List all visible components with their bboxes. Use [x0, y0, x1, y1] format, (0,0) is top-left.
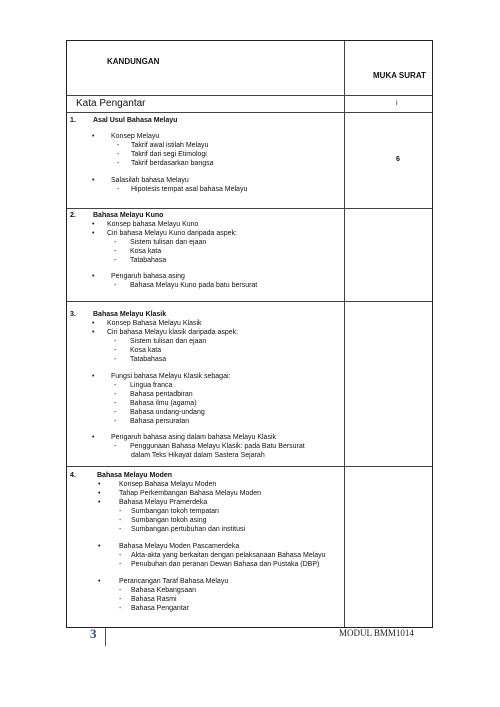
dash-icon: - — [119, 587, 122, 594]
bullet-icon: • — [98, 499, 101, 506]
list-item: Perancangan Taraf Bahasa Melayu — [119, 578, 229, 585]
list-item: Pengaruh bahasa asing — [111, 273, 185, 280]
dash-icon: - — [114, 347, 117, 354]
dash-icon: - — [114, 338, 117, 345]
sub-item: Bahasa undang-undang — [130, 409, 205, 416]
dash-icon: - — [117, 186, 120, 193]
section-title: Bahasa Melayu Moden — [97, 472, 173, 479]
bullet-icon: • — [98, 578, 101, 585]
row-divider — [67, 466, 432, 467]
toc-table — [66, 40, 433, 628]
sub-item: Penubuhan dan peranan Dewan Bahasa dan Pustaka (DBP) — [131, 561, 320, 568]
list-item: Bahasa Melayu Moden Pascamerdeka — [119, 543, 240, 550]
sub-item: Bahasa Pengantar — [131, 605, 189, 612]
list-item: Ciri bahasa Melayu Kuno daripada aspek: — [107, 230, 237, 237]
section-title: Bahasa Melayu Klasik — [93, 311, 167, 318]
list-item: Pengaruh bahasa asing dalam bahasa Melayu Klasik — [111, 434, 276, 441]
section-title: Asal Usul Bahasa Melayu — [93, 117, 178, 124]
section-number: 3. — [70, 311, 76, 318]
sub-item: Sumbangan tokoh tempatan — [131, 508, 219, 515]
sub-item: Sistem tulisan dan ejaan — [130, 239, 207, 246]
dash-icon: - — [114, 382, 117, 389]
sub-item: Tatabahasa — [130, 257, 167, 264]
bullet-icon: • — [92, 434, 95, 441]
bullet-icon: • — [98, 481, 101, 488]
dash-icon: - — [117, 151, 120, 158]
list-item: Salasilah bahasa Melayu — [111, 177, 189, 184]
dash-icon: - — [114, 400, 117, 407]
header-divider — [67, 95, 432, 96]
preface-page: i — [396, 100, 398, 107]
sub-item: Takrif berdasarkan bangsa — [131, 160, 214, 167]
preface-label: Kata Pengantar — [76, 98, 146, 109]
section-title: Bahasa Melayu Kuno — [93, 212, 164, 219]
sub-item: Kosa kata — [130, 248, 162, 255]
list-item: Konsep Bahasa Melayu Klasik — [107, 320, 202, 327]
dash-icon: - — [114, 257, 117, 264]
dash-icon: - — [114, 239, 117, 246]
row-divider — [67, 112, 432, 113]
row-divider — [67, 301, 432, 302]
dash-icon: - — [114, 443, 117, 450]
list-item: Fungsi bahasa Melayu Klasik sebagai: — [111, 373, 231, 380]
sub-item: Sumbangan pertubuhan dan institusi — [131, 526, 246, 533]
sub-item-continued: dalam Teks Hikayat dalam Sastera Sejarah — [131, 452, 265, 459]
sub-item: Bahasa pentadbiran — [130, 391, 193, 398]
row-divider — [67, 208, 432, 209]
sub-item: Bahasa Kebangsaan — [131, 587, 196, 594]
column-divider — [344, 41, 345, 627]
dash-icon: - — [119, 561, 122, 568]
dash-icon: - — [114, 418, 117, 425]
bullet-icon: • — [92, 373, 95, 380]
sub-item: Bahasa Rasmi — [131, 596, 177, 603]
dash-icon: - — [119, 517, 122, 524]
bullet-icon: • — [92, 177, 95, 184]
list-item: Konsep bahasa Melayu Kuno — [107, 221, 199, 228]
bullet-icon: • — [92, 273, 95, 280]
sub-item: Kosa kata — [130, 347, 162, 354]
dash-icon: - — [114, 356, 117, 363]
section-page: 6 — [396, 156, 400, 163]
bullet-icon: • — [98, 543, 101, 550]
page-number: 3 — [90, 626, 97, 641]
bullet-icon: • — [92, 133, 95, 140]
sub-item: Sistem tulisan dan ejaan — [130, 338, 207, 345]
sub-item: Takrif awal istilah Melayu — [131, 142, 209, 149]
sub-item: Lingua franca — [130, 382, 173, 389]
sub-item: Takrif dari segi Etimologi — [131, 151, 207, 158]
contents-heading: KANDUNGAN — [107, 57, 160, 66]
section-number: 2. — [70, 212, 76, 219]
list-item: Tahap Perkembangan Bahasa Melayu Moden — [119, 490, 262, 497]
dash-icon: - — [114, 248, 117, 255]
dash-icon: - — [117, 160, 120, 167]
dash-icon: - — [117, 142, 120, 149]
sub-item: Bahasa Melayu Kuno pada batu bersurat — [130, 282, 258, 289]
page-column-heading: MUKA SURAT — [373, 71, 426, 80]
bullet-icon: • — [92, 329, 95, 336]
bullet-icon: • — [92, 221, 95, 228]
list-item: Bahasa Melayu Pramerdeka — [119, 499, 208, 506]
section-number: 4. — [70, 472, 76, 479]
module-code: MODUL BMM1014 — [339, 628, 414, 638]
footer-divider — [105, 628, 106, 646]
dash-icon: - — [119, 526, 122, 533]
sub-item: Penggunaan Bahasa Melayu Klasik: pada Batu Bersurat — [130, 443, 305, 450]
dash-icon: - — [119, 508, 122, 515]
bullet-icon: • — [98, 490, 101, 497]
list-item: Ciri bahasa Melayu klasik daripada aspek: — [107, 329, 239, 336]
sub-item: Bahasa ilmu (agama) — [130, 400, 197, 407]
sub-item: Akta-akta yang berkaitan dengan pelaksanaan Bahasa Melayu — [131, 552, 326, 559]
dash-icon: - — [114, 409, 117, 416]
bullet-icon: • — [92, 320, 95, 327]
sub-item: Sumbangan tokoh asing — [131, 517, 207, 524]
dash-icon: - — [119, 596, 122, 603]
dash-icon: - — [114, 391, 117, 398]
list-item: Konsep Melayu — [111, 133, 160, 140]
list-item: Konsep Bahasa Melayu Moden — [119, 481, 217, 488]
section-number: 1. — [70, 117, 76, 124]
bullet-icon: • — [92, 230, 95, 237]
sub-item: Bahasa persuratan — [130, 418, 190, 425]
sub-item: Hipotesis tempat asal bahasa Melayu — [131, 186, 248, 193]
sub-item: Tatabahasa — [130, 356, 167, 363]
dash-icon: - — [119, 605, 122, 612]
dash-icon: - — [119, 552, 122, 559]
dash-icon: - — [114, 282, 117, 289]
